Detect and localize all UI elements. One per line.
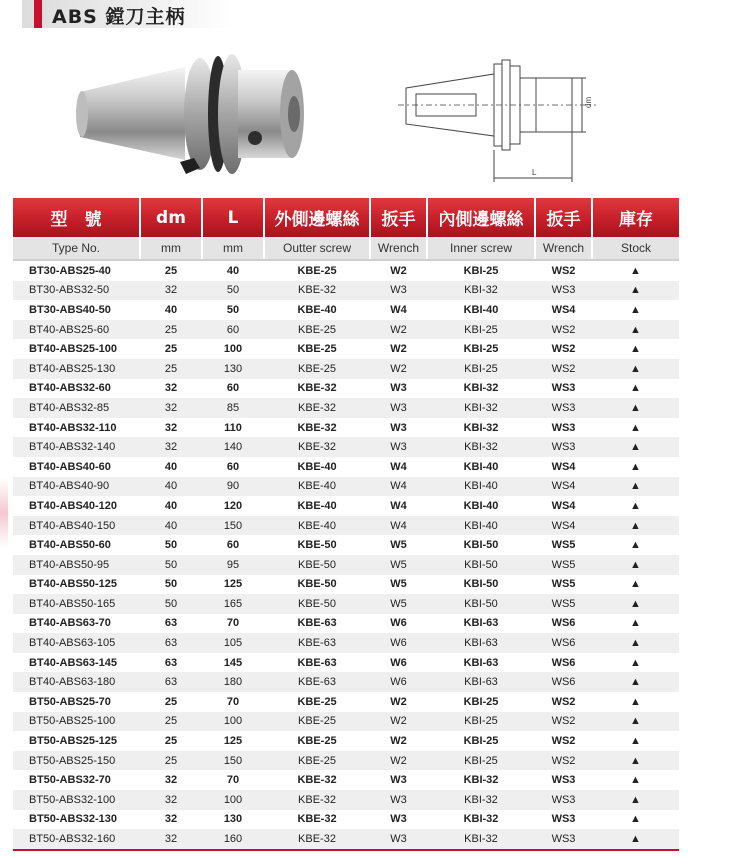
- inner-wrench-cell: WS2: [551, 735, 576, 748]
- wrench-cell: W2: [390, 264, 407, 277]
- dm-cell: 32: [140, 829, 202, 850]
- table-row: [13, 437, 679, 457]
- length-cell: 100: [223, 343, 243, 356]
- model-cell: BT40-ABS25-100: [29, 343, 118, 356]
- inner-screw-cell: KBI-25: [427, 320, 535, 340]
- inner-wrench-cell: WS3: [551, 813, 576, 826]
- length-cell: 70: [226, 774, 240, 787]
- dm-cell: 40: [164, 460, 178, 473]
- model-cell: BT50-ABS32-70: [29, 774, 111, 787]
- wrench-cell: W2: [370, 359, 427, 379]
- model-cell: BT50-ABS32-130: [29, 813, 118, 826]
- dm-cell: 63: [164, 617, 178, 630]
- table-row: [13, 594, 679, 614]
- model-cell: BT50-ABS25-70: [29, 695, 111, 708]
- model-cell: BT50-ABS25-100: [13, 712, 140, 732]
- wrench-cell: W3: [370, 398, 427, 418]
- wrench-cell: W2: [390, 735, 407, 748]
- inner-screw-cell: KBI-40: [427, 516, 535, 536]
- model-cell: BT40-ABS32-60: [29, 382, 111, 395]
- dm-cell: 32: [164, 382, 178, 395]
- header-row-en: [13, 237, 679, 260]
- table-row: [13, 320, 679, 340]
- wrench-cell: W2: [370, 320, 427, 340]
- length-cell: 90: [202, 477, 264, 497]
- dm-cell: 32: [140, 437, 202, 457]
- inner-wrench-cell: WS5: [551, 578, 576, 591]
- wrench-cell: W5: [390, 578, 407, 591]
- wrench-cell: W5: [390, 539, 407, 552]
- dm-cell: 40: [164, 303, 178, 316]
- subheader-wrench: Wrench: [370, 237, 427, 260]
- stock-cell: ▲: [630, 382, 641, 395]
- stock-cell: ▲: [630, 539, 641, 552]
- stock-cell: ▲: [592, 594, 679, 614]
- inner-wrench-cell: WS6: [535, 633, 592, 653]
- table-row: [13, 633, 679, 653]
- table-row: [13, 770, 679, 790]
- inner-screw-cell: KBI-50: [463, 578, 499, 591]
- wrench-cell: W6: [370, 672, 427, 692]
- dim-label-dm: dm: [584, 96, 593, 108]
- stock-cell: ▲: [630, 735, 641, 748]
- header-model: 型 號: [13, 198, 140, 237]
- outer-screw-cell: KBE-32: [264, 829, 370, 850]
- table-row: [13, 790, 679, 810]
- inner-screw-cell: KBI-32: [463, 774, 499, 787]
- wrench-cell: W2: [370, 751, 427, 771]
- stock-cell: ▲: [630, 578, 641, 591]
- inner-screw-cell: KBI-40: [427, 477, 535, 497]
- model-cell: BT40-ABS40-150: [13, 516, 140, 536]
- stock-cell: ▲: [630, 264, 641, 277]
- table-row: [13, 457, 679, 477]
- stock-cell: ▲: [592, 516, 679, 536]
- stock-cell: ▲: [630, 617, 641, 630]
- inner-wrench-cell: WS3: [551, 774, 576, 787]
- stock-cell: ▲: [592, 281, 679, 301]
- inner-wrench-cell: WS3: [535, 398, 592, 418]
- table-row: [13, 398, 679, 418]
- model-cell: BT40-ABS50-125: [29, 578, 118, 591]
- inner-wrench-cell: WS2: [551, 343, 576, 356]
- wrench-cell: W3: [370, 281, 427, 301]
- table-row: [13, 260, 679, 281]
- outer-screw-cell: KBE-25: [264, 751, 370, 771]
- outer-screw-cell: KBE-25: [264, 320, 370, 340]
- inner-screw-cell: KBI-25: [463, 695, 499, 708]
- model-cell: BT40-ABS50-95: [13, 555, 140, 575]
- inner-wrench-cell: WS6: [535, 672, 592, 692]
- dm-cell: 25: [164, 695, 178, 708]
- wrench-cell: W6: [390, 617, 407, 630]
- spec-table-body: [13, 260, 679, 850]
- dm-cell: 25: [140, 359, 202, 379]
- stock-cell: ▲: [592, 437, 679, 457]
- technical-drawing: [396, 56, 616, 186]
- model-cell: BT50-ABS25-150: [13, 751, 140, 771]
- wrench-cell: W2: [370, 712, 427, 732]
- table-row: [13, 300, 679, 320]
- inner-screw-cell: KBI-32: [427, 398, 535, 418]
- table-row: [13, 418, 679, 438]
- wrench-cell: W5: [370, 555, 427, 575]
- dm-cell: 25: [164, 264, 178, 277]
- stock-cell: ▲: [630, 656, 641, 669]
- wrench-cell: W4: [390, 303, 407, 316]
- inner-screw-cell: KBI-32: [463, 813, 499, 826]
- length-cell: 120: [223, 499, 243, 512]
- header-stock: 庫存: [592, 198, 679, 237]
- inner-wrench-cell: WS2: [551, 264, 576, 277]
- table-row: [13, 535, 679, 555]
- outer-screw-cell: KBE-40: [297, 460, 337, 473]
- stock-cell: ▲: [592, 790, 679, 810]
- dm-cell: 32: [164, 813, 178, 826]
- dm-cell: 32: [140, 398, 202, 418]
- wrench-cell: W3: [390, 421, 407, 434]
- dm-cell: 25: [164, 343, 178, 356]
- inner-screw-cell: KBI-63: [463, 617, 499, 630]
- header-dm: dm: [140, 198, 202, 237]
- length-cell: 70: [226, 617, 240, 630]
- length-cell: 105: [202, 633, 264, 653]
- inner-wrench-cell: WS2: [535, 751, 592, 771]
- model-cell: BT50-ABS32-160: [13, 829, 140, 850]
- model-cell: BT40-ABS63-145: [29, 656, 118, 669]
- header-outer-screw: 外側邊螺絲: [264, 198, 370, 237]
- outer-screw-cell: KBE-50: [264, 594, 370, 614]
- inner-screw-cell: KBI-40: [463, 499, 499, 512]
- inner-wrench-cell: WS2: [535, 712, 592, 732]
- inner-screw-cell: KBI-32: [463, 382, 499, 395]
- model-cell: BT30-ABS32-50: [13, 281, 140, 301]
- inner-wrench-cell: WS5: [535, 594, 592, 614]
- wrench-cell: W3: [390, 774, 407, 787]
- table-row: [13, 692, 679, 712]
- length-cell: 180: [202, 672, 264, 692]
- spec-table: [13, 198, 679, 851]
- dm-cell: 50: [140, 594, 202, 614]
- outer-screw-cell: KBE-50: [297, 578, 337, 591]
- outer-screw-cell: KBE-40: [264, 516, 370, 536]
- dm-cell: 32: [164, 774, 178, 787]
- header-length: L: [202, 198, 264, 237]
- subheader-outer-screw: Outter screw: [264, 237, 370, 260]
- subheader-inner-wrench: Wrench: [535, 237, 592, 260]
- stock-cell: ▲: [592, 398, 679, 418]
- model-cell: BT30-ABS25-40: [29, 264, 111, 277]
- table-row: [13, 829, 679, 850]
- outer-screw-cell: KBE-25: [264, 359, 370, 379]
- stock-cell: ▲: [592, 712, 679, 732]
- model-cell: BT40-ABS63-70: [29, 617, 111, 630]
- header-inner-wrench: 扳手: [535, 198, 592, 237]
- length-cell: 130: [202, 359, 264, 379]
- dm-cell: 63: [140, 633, 202, 653]
- stock-cell: ▲: [630, 343, 641, 356]
- wrench-cell: W5: [370, 594, 427, 614]
- dm-cell: 25: [140, 320, 202, 340]
- wrench-cell: W4: [370, 516, 427, 536]
- outer-screw-cell: KBE-63: [297, 656, 337, 669]
- length-cell: 100: [202, 790, 264, 810]
- outer-screw-cell: KBE-25: [297, 343, 337, 356]
- tool-holder-photo: [70, 42, 330, 182]
- dm-cell: 63: [164, 656, 178, 669]
- inner-wrench-cell: WS4: [551, 303, 576, 316]
- model-cell: BT40-ABS63-180: [13, 672, 140, 692]
- length-cell: 125: [223, 578, 243, 591]
- subheader-length: mm: [202, 237, 264, 260]
- outer-screw-cell: KBE-40: [297, 303, 337, 316]
- model-cell: BT40-ABS25-60: [13, 320, 140, 340]
- inner-screw-cell: KBI-25: [427, 751, 535, 771]
- inner-wrench-cell: WS3: [551, 421, 576, 434]
- subheader-model: Type No.: [13, 237, 140, 260]
- outer-screw-cell: KBE-40: [264, 477, 370, 497]
- dm-cell: 32: [140, 790, 202, 810]
- inner-wrench-cell: WS3: [535, 829, 592, 850]
- wrench-cell: W4: [390, 499, 407, 512]
- inner-screw-cell: KBI-50: [427, 594, 535, 614]
- inner-wrench-cell: WS6: [551, 656, 576, 669]
- stock-cell: ▲: [630, 421, 641, 434]
- table-row: [13, 496, 679, 516]
- table-row: [13, 281, 679, 301]
- model-cell: BT40-ABS50-165: [13, 594, 140, 614]
- outer-screw-cell: KBE-25: [264, 712, 370, 732]
- header-inner-screw: 內側邊螺絲: [427, 198, 535, 237]
- stock-cell: ▲: [592, 555, 679, 575]
- length-cell: 130: [223, 813, 243, 826]
- table-row: [13, 379, 679, 399]
- inner-wrench-cell: WS3: [535, 437, 592, 457]
- length-cell: 150: [202, 751, 264, 771]
- inner-screw-cell: KBI-63: [427, 672, 535, 692]
- length-cell: 100: [202, 712, 264, 732]
- dm-cell: 50: [140, 555, 202, 575]
- model-cell: BT40-ABS32-85: [13, 398, 140, 418]
- inner-screw-cell: KBI-32: [427, 829, 535, 850]
- stock-cell: ▲: [630, 499, 641, 512]
- table-row: [13, 477, 679, 497]
- inner-screw-cell: KBI-25: [427, 712, 535, 732]
- inner-wrench-cell: WS2: [551, 695, 576, 708]
- wrench-cell: W6: [390, 656, 407, 669]
- length-cell: 40: [226, 264, 240, 277]
- stock-cell: ▲: [592, 359, 679, 379]
- table-row: [13, 751, 679, 771]
- dm-cell: 40: [140, 477, 202, 497]
- table-row: [13, 672, 679, 692]
- stock-cell: ▲: [630, 774, 641, 787]
- inner-screw-cell: KBI-63: [463, 656, 499, 669]
- length-cell: 125: [223, 735, 243, 748]
- dm-cell: 32: [140, 281, 202, 301]
- stock-cell: ▲: [592, 477, 679, 497]
- length-cell: 145: [223, 656, 243, 669]
- outer-screw-cell: KBE-32: [264, 398, 370, 418]
- inner-screw-cell: KBI-25: [463, 264, 499, 277]
- length-cell: 95: [202, 555, 264, 575]
- model-cell: BT40-ABS40-120: [29, 499, 118, 512]
- length-cell: 50: [202, 281, 264, 301]
- subheader-dm: mm: [140, 237, 202, 260]
- inner-wrench-cell: WS3: [535, 790, 592, 810]
- length-cell: 50: [226, 303, 240, 316]
- inner-wrench-cell: WS6: [551, 617, 576, 630]
- wrench-cell: W6: [370, 633, 427, 653]
- inner-wrench-cell: WS4: [535, 477, 592, 497]
- title-accent-bar: [34, 0, 42, 28]
- outer-screw-cell: KBE-32: [264, 437, 370, 457]
- inner-screw-cell: KBI-32: [427, 437, 535, 457]
- wrench-cell: W2: [390, 695, 407, 708]
- inner-wrench-cell: WS4: [535, 516, 592, 536]
- table-row: [13, 810, 679, 830]
- stock-cell: ▲: [592, 751, 679, 771]
- table-row: [13, 516, 679, 536]
- model-cell: BT50-ABS32-100: [13, 790, 140, 810]
- side-decoration: [0, 478, 8, 548]
- outer-screw-cell: KBE-63: [297, 617, 337, 630]
- header-wrench: 扳手: [370, 198, 427, 237]
- dim-label-L: L: [532, 168, 537, 177]
- wrench-cell: W2: [390, 343, 407, 356]
- stock-cell: ▲: [630, 813, 641, 826]
- model-cell: BT40-ABS32-140: [13, 437, 140, 457]
- inner-wrench-cell: WS4: [551, 499, 576, 512]
- dm-cell: 25: [140, 712, 202, 732]
- outer-screw-cell: KBE-50: [264, 555, 370, 575]
- dm-cell: 40: [164, 499, 178, 512]
- inner-screw-cell: KBI-25: [427, 359, 535, 379]
- table-row: [13, 339, 679, 359]
- length-cell: 110: [224, 421, 242, 434]
- table-row: [13, 359, 679, 379]
- dm-cell: 32: [164, 421, 178, 434]
- inner-wrench-cell: WS3: [535, 281, 592, 301]
- inner-screw-cell: KBI-25: [463, 735, 499, 748]
- dm-cell: 50: [164, 539, 178, 552]
- stock-cell: ▲: [630, 695, 641, 708]
- stock-cell: ▲: [592, 829, 679, 850]
- outer-screw-cell: KBE-32: [297, 421, 337, 434]
- inner-wrench-cell: WS4: [551, 460, 576, 473]
- dm-cell: 63: [140, 672, 202, 692]
- length-cell: 60: [226, 382, 240, 395]
- inner-screw-cell: KBI-32: [427, 281, 535, 301]
- outer-screw-cell: KBE-32: [264, 790, 370, 810]
- length-cell: 160: [202, 829, 264, 850]
- outer-screw-cell: KBE-50: [297, 539, 337, 552]
- wrench-cell: W3: [370, 829, 427, 850]
- length-cell: 60: [202, 320, 264, 340]
- stock-cell: ▲: [592, 320, 679, 340]
- subheader-stock: Stock: [592, 237, 679, 260]
- table-row: [13, 653, 679, 673]
- inner-screw-cell: KBI-32: [463, 421, 499, 434]
- length-cell: 165: [202, 594, 264, 614]
- outer-screw-cell: KBE-25: [297, 264, 337, 277]
- outer-screw-cell: KBE-32: [297, 382, 337, 395]
- outer-screw-cell: KBE-32: [297, 813, 337, 826]
- inner-screw-cell: KBI-25: [463, 343, 499, 356]
- table-row: [13, 614, 679, 634]
- stock-cell: ▲: [592, 633, 679, 653]
- model-cell: BT40-ABS40-90: [13, 477, 140, 497]
- subheader-inner-screw: Inner screw: [427, 237, 535, 260]
- length-cell: 140: [202, 437, 264, 457]
- dm-cell: 50: [164, 578, 178, 591]
- inner-wrench-cell: WS2: [535, 359, 592, 379]
- table-row: [13, 712, 679, 732]
- inner-screw-cell: KBI-40: [463, 460, 499, 473]
- model-cell: BT40-ABS40-60: [29, 460, 111, 473]
- inner-screw-cell: KBI-50: [463, 539, 499, 552]
- outer-screw-cell: KBE-40: [297, 499, 337, 512]
- inner-wrench-cell: WS3: [551, 382, 576, 395]
- outer-screw-cell: KBE-25: [297, 695, 337, 708]
- model-cell: BT40-ABS25-130: [13, 359, 140, 379]
- dm-cell: 40: [140, 516, 202, 536]
- dm-cell: 25: [140, 751, 202, 771]
- length-cell: 150: [202, 516, 264, 536]
- table-row: [13, 731, 679, 751]
- outer-screw-cell: KBE-63: [264, 672, 370, 692]
- model-cell: BT40-ABS63-105: [13, 633, 140, 653]
- inner-screw-cell: KBI-40: [463, 303, 499, 316]
- length-cell: 60: [226, 460, 240, 473]
- model-cell: BT40-ABS32-110: [29, 421, 117, 434]
- table-row: [13, 555, 679, 575]
- length-cell: 70: [226, 695, 240, 708]
- inner-wrench-cell: WS2: [535, 320, 592, 340]
- outer-screw-cell: KBE-63: [264, 633, 370, 653]
- model-cell: BT30-ABS40-50: [29, 303, 111, 316]
- inner-screw-cell: KBI-63: [427, 633, 535, 653]
- model-cell: BT50-ABS25-125: [29, 735, 118, 748]
- length-cell: 60: [226, 539, 240, 552]
- inner-screw-cell: KBI-32: [427, 790, 535, 810]
- outer-screw-cell: KBE-32: [264, 281, 370, 301]
- wrench-cell: W3: [390, 382, 407, 395]
- inner-wrench-cell: WS5: [551, 539, 576, 552]
- stock-cell: ▲: [630, 303, 641, 316]
- page-title: ABS 鏜刀主柄: [52, 6, 186, 28]
- table-row: [13, 575, 679, 595]
- length-cell: 85: [202, 398, 264, 418]
- stock-cell: ▲: [630, 460, 641, 473]
- header-row-zh: [13, 198, 679, 237]
- outer-screw-cell: KBE-25: [297, 735, 337, 748]
- wrench-cell: W3: [370, 790, 427, 810]
- stock-cell: ▲: [592, 672, 679, 692]
- wrench-cell: W3: [370, 437, 427, 457]
- outer-screw-cell: KBE-32: [297, 774, 337, 787]
- wrench-cell: W4: [390, 460, 407, 473]
- dm-cell: 25: [164, 735, 178, 748]
- model-cell: BT40-ABS50-60: [29, 539, 111, 552]
- inner-screw-cell: KBI-50: [427, 555, 535, 575]
- wrench-cell: W3: [390, 813, 407, 826]
- inner-wrench-cell: WS5: [535, 555, 592, 575]
- wrench-cell: W4: [370, 477, 427, 497]
